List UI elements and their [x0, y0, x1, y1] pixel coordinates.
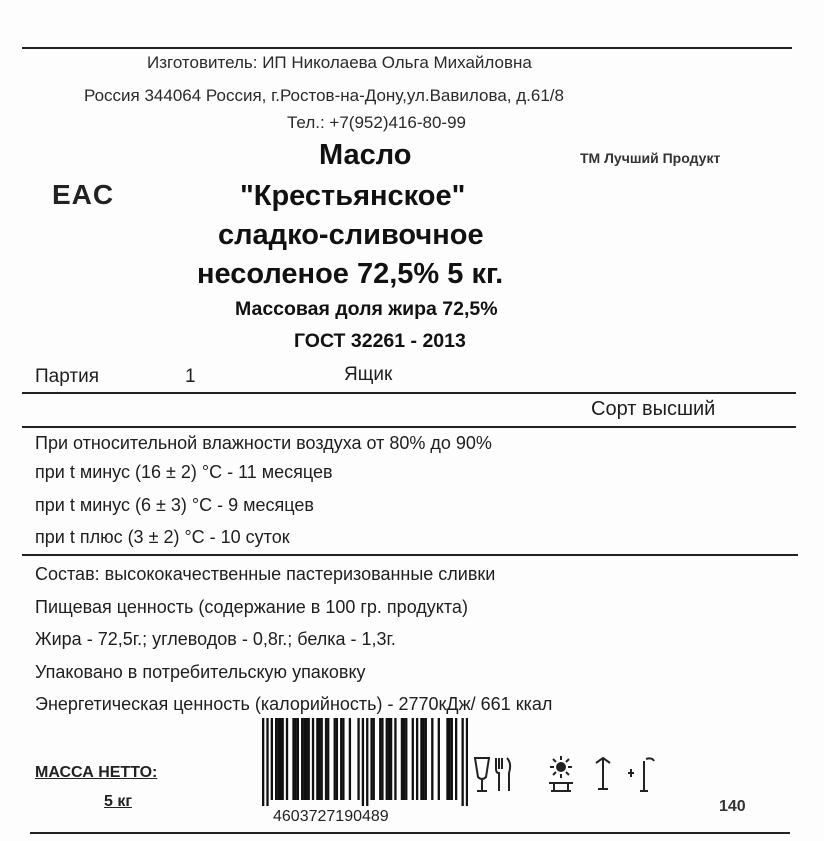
batch-value: 1	[185, 366, 196, 387]
barcode-bar	[342, 718, 344, 800]
barcode-bar	[312, 718, 314, 800]
fat-share: Массовая доля жира 72,5%	[235, 298, 498, 320]
barcode-bar	[455, 718, 457, 800]
keep-dry-icon	[626, 755, 658, 795]
barcode-bar	[416, 718, 418, 800]
barcode-bar	[295, 718, 297, 800]
net-mass-label: МАССА НЕТТО:	[35, 764, 158, 781]
barcode-number: 4603727190489	[273, 808, 389, 825]
composition: Состав: высококачественные пастеризованные сливки	[35, 564, 496, 584]
barcode-bar	[379, 718, 381, 800]
barcode-bar	[301, 718, 303, 800]
barcode-bar	[401, 718, 403, 800]
barcode-bar	[308, 718, 310, 800]
barcode-bar	[277, 718, 279, 800]
manufacturer-address: Россия 344064 Россия, г.Ростов-на-Дону,ул.Вавилова, д.61/8	[84, 86, 564, 105]
barcode-bar	[466, 718, 468, 806]
storage-rule	[22, 554, 798, 556]
product-title-line-3: сладко-сливочное	[218, 219, 484, 251]
barcode-bar	[388, 718, 390, 800]
barcode-bar	[334, 718, 336, 800]
bottom-rule	[30, 832, 790, 834]
food-safe-icon	[472, 755, 516, 795]
barcode-bar	[403, 718, 405, 800]
manufacturer-name: Изготовитель: ИП Николаева Ольга Михайловна	[147, 53, 532, 72]
barcode-bar	[336, 718, 338, 800]
barcode-bar	[390, 718, 392, 800]
barcode-bar	[266, 718, 268, 806]
barcode-bar	[431, 718, 433, 800]
barcode-bar	[386, 718, 388, 800]
barcode-bar	[275, 718, 277, 800]
product-title-line-4: несоленое 72,5% 5 кг.	[197, 258, 504, 290]
barcode-bar	[370, 718, 372, 800]
barcode-bar	[271, 718, 273, 800]
barcode-bar	[362, 718, 364, 806]
barcode-bar	[357, 718, 359, 800]
grade-rule	[22, 426, 796, 428]
storage-line-3: при t плюс (3 ± 2) °С - 10 суток	[35, 527, 290, 547]
label-code: 140	[719, 798, 746, 815]
barcode-bar	[381, 718, 383, 800]
barcode-bar	[412, 718, 414, 800]
trademark: ТМ Лучший Продукт	[580, 150, 721, 166]
top-rule	[22, 47, 792, 49]
barcode-bar	[321, 718, 323, 800]
nutrition-heading: Пищевая ценность (содержание в 100 гр. продукта)	[35, 597, 468, 617]
batch-rule	[22, 392, 796, 394]
barcode-bar	[286, 718, 288, 800]
batch-label: Партия	[35, 366, 99, 387]
barcode	[262, 718, 468, 808]
barcode-bar	[461, 718, 463, 806]
net-mass-value: 5 кг	[104, 793, 133, 810]
barcode-bar	[282, 718, 284, 800]
gost: ГОСТ 32261 - 2013	[294, 330, 466, 352]
barcode-bar	[394, 718, 396, 800]
storage-humidity: При относительной влажности воздуха от 80% до 90%	[35, 433, 492, 453]
barcode-bar	[420, 718, 422, 800]
storage-line-1: при t минус (16 ± 2) °С - 11 месяцев	[35, 462, 333, 482]
barcode-bar	[292, 718, 294, 800]
barcode-bar	[405, 718, 407, 800]
barcode-bar	[425, 718, 427, 800]
barcode-bar	[373, 718, 375, 800]
barcode-bar	[279, 718, 281, 800]
barcode-bar	[366, 718, 368, 806]
grade: Сорт высший	[591, 398, 716, 420]
barcode-bar	[318, 718, 320, 800]
barcode-bar	[305, 718, 307, 800]
barcode-bar	[316, 718, 318, 800]
box-label: Ящик	[344, 364, 393, 385]
storage-line-2: при t минус (6 ± 3) °С - 9 месяцев	[35, 495, 314, 515]
barcode-bar	[448, 718, 450, 800]
packaging-note: Упаковано в потребительскую упаковку	[35, 662, 366, 682]
energy-value: Энергетическая ценность (калорийность) - 2770кДж/ 661 ккал	[35, 694, 553, 714]
nutrition-values: Жира - 72,5г.; углеводов - 0,8г.; белка - 1,3г.	[35, 629, 396, 649]
this-way-up-icon	[590, 755, 616, 795]
barcode-bar	[262, 718, 264, 806]
barcode-bar	[340, 718, 342, 800]
barcode-bar	[446, 718, 448, 800]
eac-mark: EAC	[52, 179, 115, 210]
barcode-bar	[438, 718, 440, 800]
product-title-line-2: "Крестьянское"	[240, 180, 466, 212]
barcode-bar	[297, 718, 299, 800]
barcode-bar	[325, 718, 327, 800]
barcode-bar	[349, 718, 351, 800]
barcode-bar	[327, 718, 329, 800]
product-title-line-1: Масло	[319, 139, 412, 171]
protect-from-sunlight-icon	[544, 755, 578, 795]
barcode-bar	[303, 718, 305, 800]
manufacturer-phone: Тел.: +7(952)416-80-99	[287, 113, 466, 132]
barcode-bar	[451, 718, 453, 800]
barcode-bar	[422, 718, 424, 800]
